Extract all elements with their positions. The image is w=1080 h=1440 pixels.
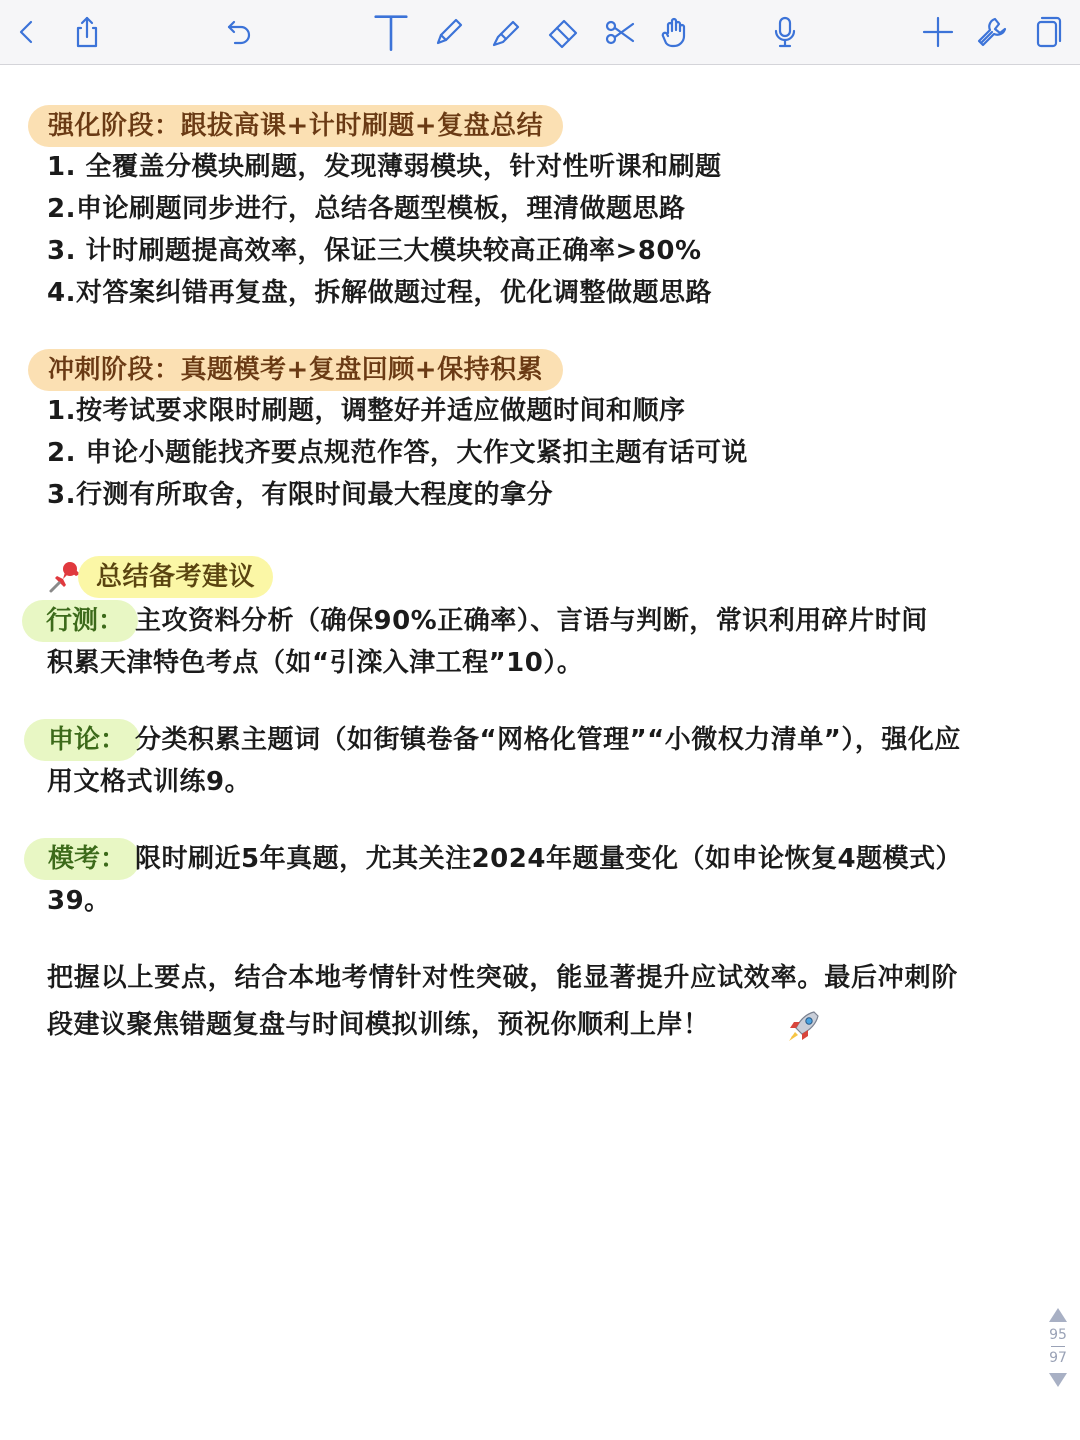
note-page[interactable] [0, 64, 1080, 1440]
sprint-item-3: 3.行测有所取舍，有限时间最大程度的拿分 [47, 480, 553, 510]
page-indicator [1042, 1308, 1074, 1408]
xingce-label: 行测： [22, 600, 138, 642]
strengthen-item-2: 2.申论刷题同步进行，总结各题型模板，理清做题思路 [47, 194, 686, 224]
rocket-icon [784, 1006, 824, 1046]
pen-button[interactable] [427, 10, 471, 54]
mokao-label: 模考： [24, 838, 140, 880]
share-icon [70, 15, 104, 49]
eraser-button[interactable] [541, 10, 585, 54]
pages-button[interactable] [1025, 10, 1069, 54]
page-divider [1051, 1346, 1065, 1347]
next-page-arrow-icon[interactable] [1049, 1373, 1067, 1387]
current-page-number: 95 [1049, 1327, 1067, 1343]
closing-line2: 段建议聚焦错题复盘与时间模拟训练，预祝你顺利上岸！ [47, 1010, 710, 1040]
eraser-icon [546, 15, 580, 49]
text-tool-icon [371, 9, 411, 55]
summary-heading: 总结备考建议 [78, 556, 273, 598]
xingce-text-line2: 积累天津特色考点（如“引滦入津工程”10）。 [47, 648, 584, 678]
toolbar [0, 0, 1080, 65]
back-icon [9, 15, 43, 49]
highlighter-button[interactable] [484, 10, 528, 54]
scissors-icon [603, 15, 637, 49]
mokao-text-line1: 限时刷近5年真题，尤其关注2024年题量变化（如申论恢复4题模式） [135, 844, 963, 874]
microphone-icon [768, 15, 802, 49]
sprint-item-1: 1.按考试要求限时刷题，调整好并适应做题时间和顺序 [47, 396, 686, 426]
wrench-icon [975, 15, 1009, 49]
add-icon [921, 15, 955, 49]
sprint-stage-heading: 冲刺阶段：真题模考+复盘回顾+保持积累 [28, 349, 563, 391]
microphone-button[interactable] [763, 10, 807, 54]
mokao-text-line2: 39。 [47, 886, 111, 916]
hand-icon [658, 15, 692, 49]
settings-button[interactable] [970, 10, 1014, 54]
lasso-scissors-button[interactable] [598, 10, 642, 54]
pages-icon [1030, 15, 1064, 49]
strengthen-item-1: 1. 全覆盖分模块刷题，发现薄弱模块，针对性听课和刷题 [47, 152, 722, 182]
highlighter-icon [489, 15, 523, 49]
total-page-number: 97 [1049, 1350, 1067, 1366]
share-button[interactable] [65, 10, 109, 54]
shenlun-text-line1: 分类积累主题词（如街镇卷备“网格化管理”“小微权力清单”），强化应 [135, 725, 961, 755]
closing-line1: 把握以上要点，结合本地考情针对性突破，能显著提升应试效率。最后冲刺阶 [47, 963, 959, 993]
strengthen-stage-heading: 强化阶段：跟拔高课+计时刷题+复盘总结 [28, 105, 563, 147]
sprint-item-2: 2. 申论小题能找齐要点规范作答，大作文紧扣主题有话可说 [47, 438, 749, 468]
previous-page-arrow-icon[interactable] [1049, 1308, 1067, 1322]
strengthen-item-3: 3. 计时刷题提高效率，保证三大模块较高正确率>80% [47, 236, 702, 266]
back-button[interactable] [4, 10, 48, 54]
hand-button[interactable] [653, 10, 697, 54]
pen-icon [432, 15, 466, 49]
text-tool-button[interactable] [369, 10, 413, 54]
shenlun-label: 申论： [24, 719, 140, 761]
shenlun-text-line2: 用文格式训练9。 [47, 767, 252, 797]
undo-button[interactable] [216, 10, 260, 54]
strengthen-item-4: 4.对答案纠错再复盘，拆解做题过程，优化调整做题思路 [47, 278, 712, 308]
xingce-text-line1: 主攻资料分析（确保90%正确率）、言语与判断，常识利用碎片时间 [135, 606, 928, 636]
add-button[interactable] [916, 10, 960, 54]
undo-icon [221, 15, 255, 49]
